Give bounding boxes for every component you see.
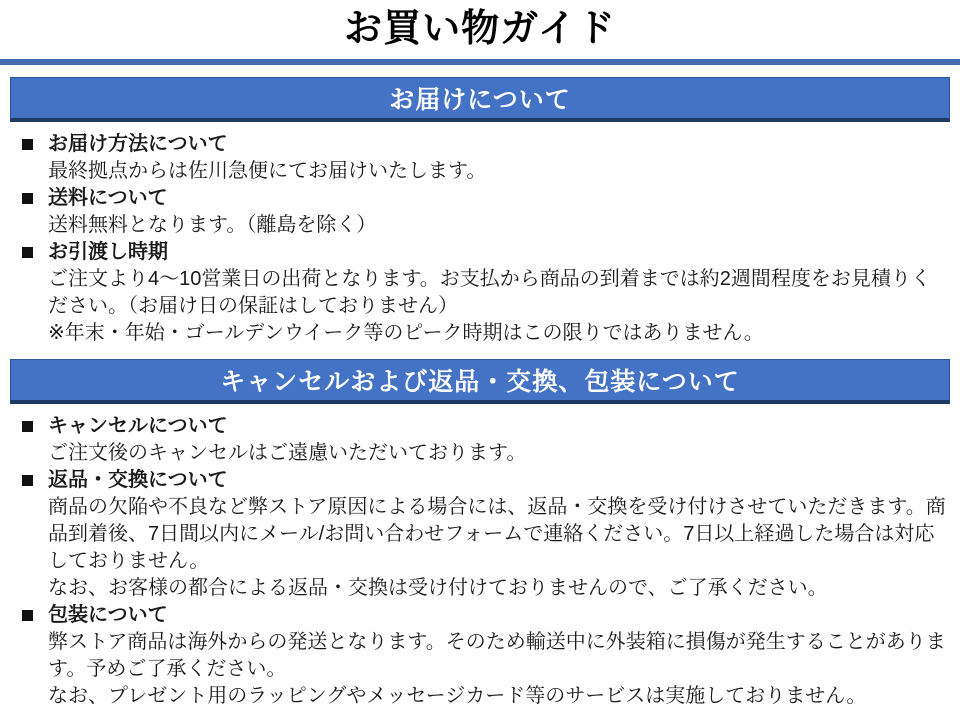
list-item-title: 返品・交換について (48, 469, 228, 491)
list-item-paragraph: ご注文より4～10営業日の出荷となります。お支払から商品の到着までは約2週間程度をお見積りください。（お届け日の保証はしておりません） (48, 268, 931, 317)
list-item-paragraph: 最終拠点からは佐川急便にてお届けいたします。 (48, 160, 487, 182)
list-item-paragraph: 送料無料となります。（離島を除く） (48, 214, 377, 236)
list-item (10, 239, 950, 347)
list-item (10, 602, 950, 710)
sections-container (0, 77, 960, 710)
list-item-title: お引渡し時期 (48, 241, 168, 263)
list-item-paragraph: なお、お客様の都合による返品・交換は受け付けておりませんので、ご了承ください。 (48, 577, 828, 599)
list-item-paragraph: ご注文後のキャンセルはご遠慮いただいております。 (48, 442, 527, 464)
list-item-title: キャンセルについて (48, 415, 228, 437)
list-item (10, 185, 950, 239)
section-banner-label: キャンセルおよび返品・交換、包装について (220, 368, 740, 396)
bullet-square-icon (22, 247, 33, 258)
bullet-square-icon (22, 421, 33, 432)
bullet-square-icon (22, 475, 33, 486)
section-banner-label: お届けについて (389, 86, 571, 114)
list-item (10, 131, 950, 185)
title-divider-rule (0, 59, 960, 65)
bullet-square-icon (22, 193, 33, 204)
list-item (10, 413, 950, 467)
section-banner (10, 359, 950, 404)
list-item-paragraph: 弊ストア商品は海外からの発送となります。そのため輸送中に外装箱に損傷が発生することがあります。予めご了承ください。 (48, 631, 946, 680)
list-item-title: 送料について (48, 187, 168, 209)
section-item-list (10, 413, 950, 710)
section-item-list (10, 131, 950, 347)
section-banner (10, 77, 950, 122)
bullet-square-icon (22, 610, 33, 621)
list-item (10, 467, 950, 602)
list-item-title: 包装について (48, 604, 168, 626)
list-item-paragraph: ※年末・年始・ゴールデンウイーク等のピーク時期はこの限りではありません。 (48, 322, 764, 344)
page-title: お買い物ガイド (344, 8, 616, 50)
bullet-square-icon (22, 139, 33, 150)
list-item-paragraph: 商品の欠陥や不良など弊ストア原因による場合には、返品・交換を受け付けさせていただきます。商品到着後、7日間以内にメール/お問い合わせフォームで連絡ください。7日以上経過した場合は対応しておりません。 (48, 496, 946, 572)
list-item-paragraph: なお、プレゼント用のラッピングやメッセージカード等のサービスは実施しておりません。 (48, 685, 867, 707)
list-item-title: お届け方法について (48, 133, 228, 155)
